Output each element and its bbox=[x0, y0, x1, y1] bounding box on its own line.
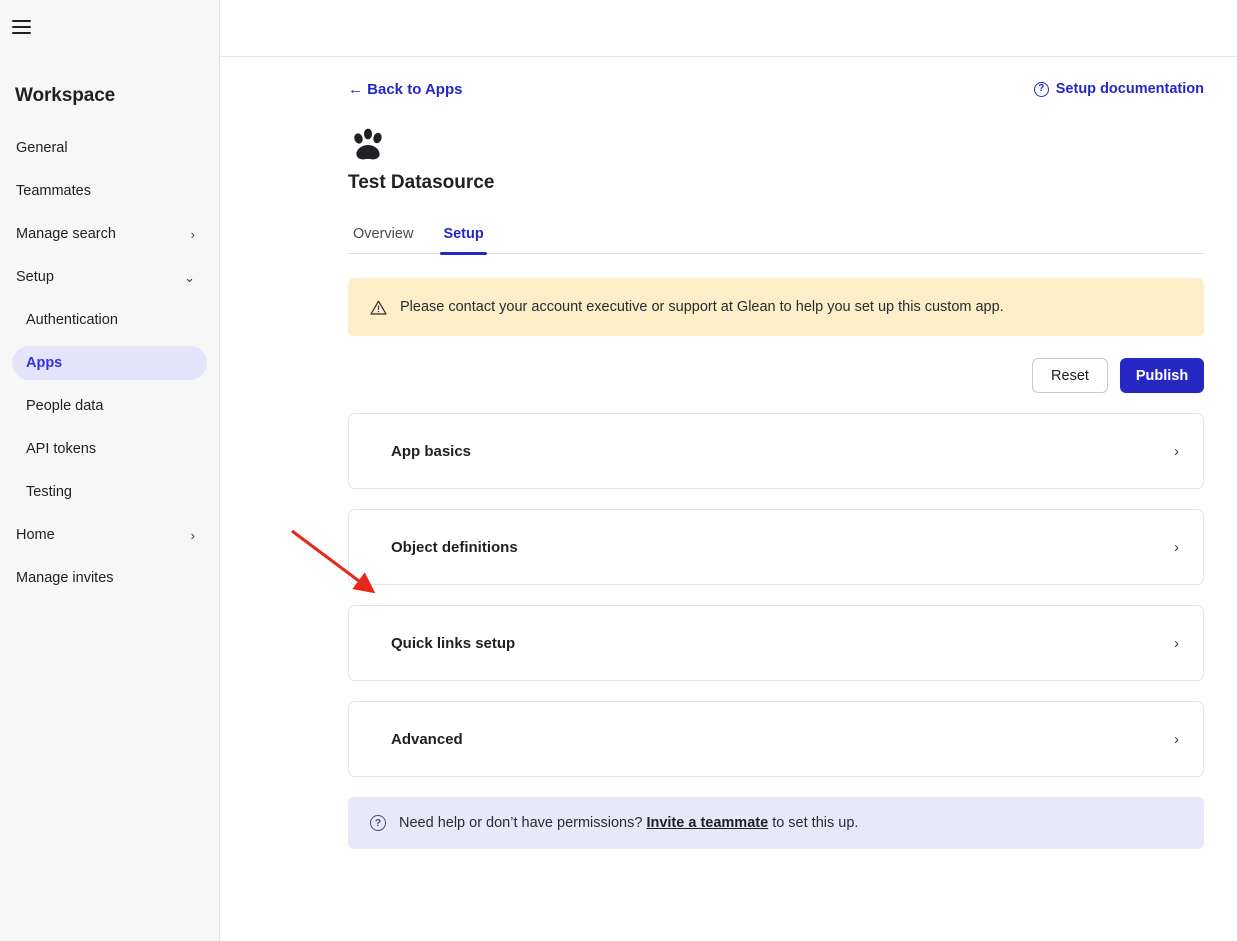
section-card-app-basics[interactable] bbox=[348, 413, 1204, 489]
sidebar-item-apps[interactable] bbox=[12, 346, 207, 380]
sidebar-item-label: Authentication bbox=[26, 312, 118, 328]
chevron-right-icon: › bbox=[1174, 634, 1179, 652]
help-banner-text bbox=[399, 815, 858, 831]
top-bar bbox=[220, 0, 1237, 57]
sidebar-item-label: People data bbox=[26, 398, 104, 414]
tab-overview[interactable]: Overview bbox=[353, 226, 414, 242]
sidebar-item-people-data[interactable] bbox=[12, 389, 207, 423]
chevron-right-icon: › bbox=[190, 226, 195, 242]
sidebar-item-label: Testing bbox=[26, 484, 72, 500]
card-title: Object definitions bbox=[391, 538, 518, 556]
section-card-quick-links-setup[interactable] bbox=[348, 605, 1204, 681]
paw-print-icon bbox=[348, 126, 394, 166]
sidebar-item-label: Teammates bbox=[16, 183, 91, 199]
hamburger-line bbox=[12, 32, 31, 34]
sidebar-item-general[interactable] bbox=[12, 131, 207, 165]
sidebar-item-setup[interactable] bbox=[12, 260, 207, 294]
setup-documentation-link[interactable] bbox=[1034, 81, 1204, 97]
sidebar-item-label: Apps bbox=[26, 355, 63, 371]
question-circle-icon: ? bbox=[1034, 82, 1049, 97]
sidebar-item-manage-invites[interactable] bbox=[12, 561, 207, 595]
workspace-title: Workspace bbox=[15, 85, 116, 106]
chevron-down-icon: ⌄ bbox=[184, 269, 195, 285]
card-title: App basics bbox=[391, 442, 472, 460]
invite-teammate-link[interactable]: Invite a teammate bbox=[646, 815, 769, 831]
sidebar-item-authentication[interactable] bbox=[12, 303, 207, 337]
sidebar bbox=[0, 0, 220, 941]
question-circle-icon: ? bbox=[370, 815, 386, 831]
chevron-right-icon: › bbox=[1174, 538, 1179, 556]
chevron-right-icon: › bbox=[190, 527, 195, 543]
warning-triangle-icon bbox=[370, 300, 387, 315]
card-title: Quick links setup bbox=[391, 634, 516, 652]
action-buttons bbox=[348, 358, 1204, 393]
section-card-object-definitions[interactable] bbox=[348, 509, 1204, 585]
card-title: Advanced bbox=[391, 730, 463, 748]
hamburger-line bbox=[12, 26, 31, 28]
page-title: Test Datasource bbox=[348, 172, 495, 193]
help-banner-text-before: Need help or don’t have permissions? bbox=[399, 815, 643, 831]
tab-setup[interactable]: Setup bbox=[440, 226, 486, 253]
sidebar-item-label: General bbox=[16, 140, 68, 156]
setup-documentation-label: Setup documentation bbox=[1055, 81, 1204, 97]
warning-banner bbox=[348, 278, 1204, 336]
chevron-right-icon: › bbox=[1174, 730, 1179, 748]
page-header-row bbox=[348, 78, 1204, 100]
sidebar-item-manage-search[interactable] bbox=[12, 217, 207, 251]
warning-banner-text: Please contact your account executive or support at Glean to help you set up this custom app. bbox=[400, 299, 1004, 315]
section-card-advanced[interactable] bbox=[348, 701, 1204, 777]
reset-button[interactable]: Reset bbox=[1032, 358, 1108, 393]
content-column bbox=[348, 78, 1204, 849]
main-area bbox=[220, 0, 1237, 941]
sidebar-item-label: Home bbox=[16, 527, 55, 543]
sidebar-item-api-tokens[interactable] bbox=[12, 432, 207, 466]
publish-button[interactable]: Publish bbox=[1120, 358, 1204, 393]
tab-bar bbox=[348, 226, 1204, 254]
help-banner-text-after: to set this up. bbox=[772, 815, 859, 831]
chevron-right-icon: › bbox=[1174, 442, 1179, 460]
sidebar-item-label: API tokens bbox=[26, 441, 97, 457]
sidebar-item-label: Setup bbox=[16, 269, 54, 285]
sidebar-item-home[interactable] bbox=[12, 518, 207, 552]
sidebar-item-testing[interactable] bbox=[12, 475, 207, 509]
hamburger-menu-icon[interactable] bbox=[12, 16, 36, 38]
sidebar-item-teammates[interactable] bbox=[12, 174, 207, 208]
help-banner bbox=[348, 797, 1204, 849]
sidebar-item-label: Manage search bbox=[16, 226, 116, 242]
back-to-apps-link[interactable]: ← Back to Apps bbox=[348, 80, 463, 98]
hamburger-line bbox=[12, 20, 31, 22]
sidebar-nav bbox=[0, 131, 219, 604]
sidebar-item-label: Manage invites bbox=[16, 570, 114, 586]
